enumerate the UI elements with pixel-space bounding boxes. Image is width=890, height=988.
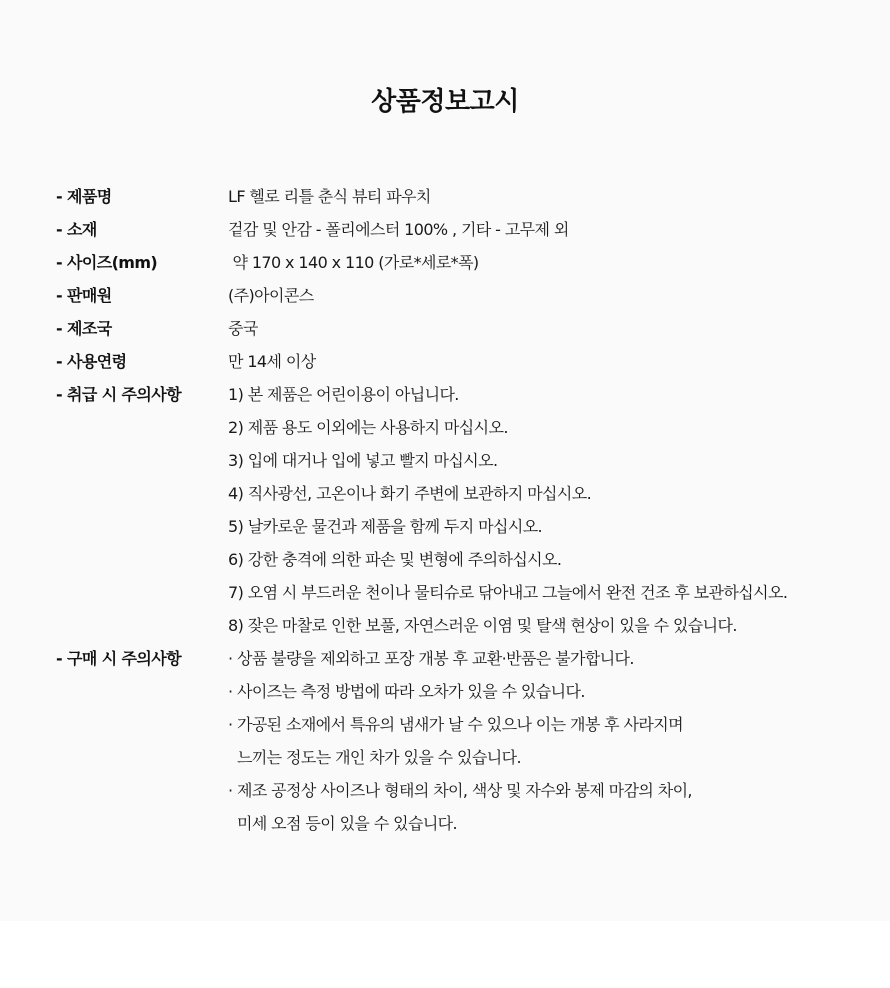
info-values [228, 378, 856, 642]
info-value-line: 중국 [228, 319, 258, 338]
info-value-line: · 사이즈는 측정 방법에 따라 오차가 있을 수 있습니다. [228, 682, 585, 701]
info-row [56, 312, 856, 345]
info-label: - 취급 시 주의사항 [56, 385, 181, 404]
info-row [56, 642, 856, 840]
info-value-line: 3) 입에 대거나 입에 넣고 빨지 마십시오. [228, 451, 498, 470]
info-value-line: 겉감 및 안감 - 폴리에스터 100% , 기타 - 고무제 외 [228, 220, 569, 239]
info-value-line: · 가공된 소재에서 특유의 냄새가 날 수 있으나 이는 개봉 후 사라지며 [228, 715, 683, 734]
info-value-line: 7) 오염 시 부드러운 천이나 물티슈로 닦아내고 그늘에서 완전 건조 후 보관하십시오. [228, 583, 788, 602]
info-value-line: · 상품 불량을 제외하고 포장 개봉 후 교환·반품은 불가합니다. [228, 649, 634, 668]
info-row [56, 213, 856, 246]
info-values [228, 213, 856, 246]
info-row [56, 345, 856, 378]
info-values [228, 279, 856, 312]
info-value-line: (주)아이콘스 [228, 286, 314, 305]
info-value-line: 약 170 x 140 x 110 (가로*세로*폭) [228, 253, 479, 272]
info-label: - 판매원 [56, 286, 112, 305]
info-values [228, 642, 856, 840]
info-value-line: 6) 강한 충격에 의한 파손 및 변형에 주의하십시오. [228, 550, 562, 569]
info-row [56, 246, 856, 279]
info-value-line: 8) 잦은 마찰로 인한 보풀, 자연스러운 이염 및 탈색 현상이 있을 수 있습니다. [228, 616, 737, 635]
info-values [228, 345, 856, 378]
info-value-line: 미세 오점 등이 있을 수 있습니다. [228, 814, 458, 833]
info-row [56, 378, 856, 642]
info-value-line: 1) 본 제품은 어린이용이 아닙니다. [228, 385, 459, 404]
info-values [228, 246, 856, 279]
info-label: - 제품명 [56, 187, 112, 206]
info-row [56, 279, 856, 312]
info-label: - 제조국 [56, 319, 112, 338]
info-values [228, 180, 856, 213]
info-value-line: 2) 제품 용도 이외에는 사용하지 마십시오. [228, 418, 508, 437]
info-value-line: 4) 직사광선, 고온이나 화기 주변에 보관하지 마십시오. [228, 484, 592, 503]
info-label: - 사이즈(mm) [56, 253, 158, 272]
info-value-line: 만 14세 이상 [228, 352, 316, 371]
info-row [56, 180, 856, 213]
info-value-line: · 제조 공정상 사이즈나 형태의 차이, 색상 및 자수와 봉제 마감의 차이, [228, 781, 692, 800]
info-label: - 사용연령 [56, 352, 127, 371]
info-values [228, 312, 856, 345]
info-label: - 소재 [56, 220, 97, 239]
page-title: 상품정보고시 [371, 87, 519, 117]
info-value-line: 느끼는 정도는 개인 차가 있을 수 있습니다. [228, 748, 521, 767]
info-value-line: LF 헬로 리틀 춘식 뷰티 파우치 [228, 187, 431, 206]
info-label: - 구매 시 주의사항 [56, 649, 181, 668]
info-value-line: 5) 날카로운 물건과 제품을 함께 두지 마십시오. [228, 517, 543, 536]
info-table [56, 180, 856, 840]
